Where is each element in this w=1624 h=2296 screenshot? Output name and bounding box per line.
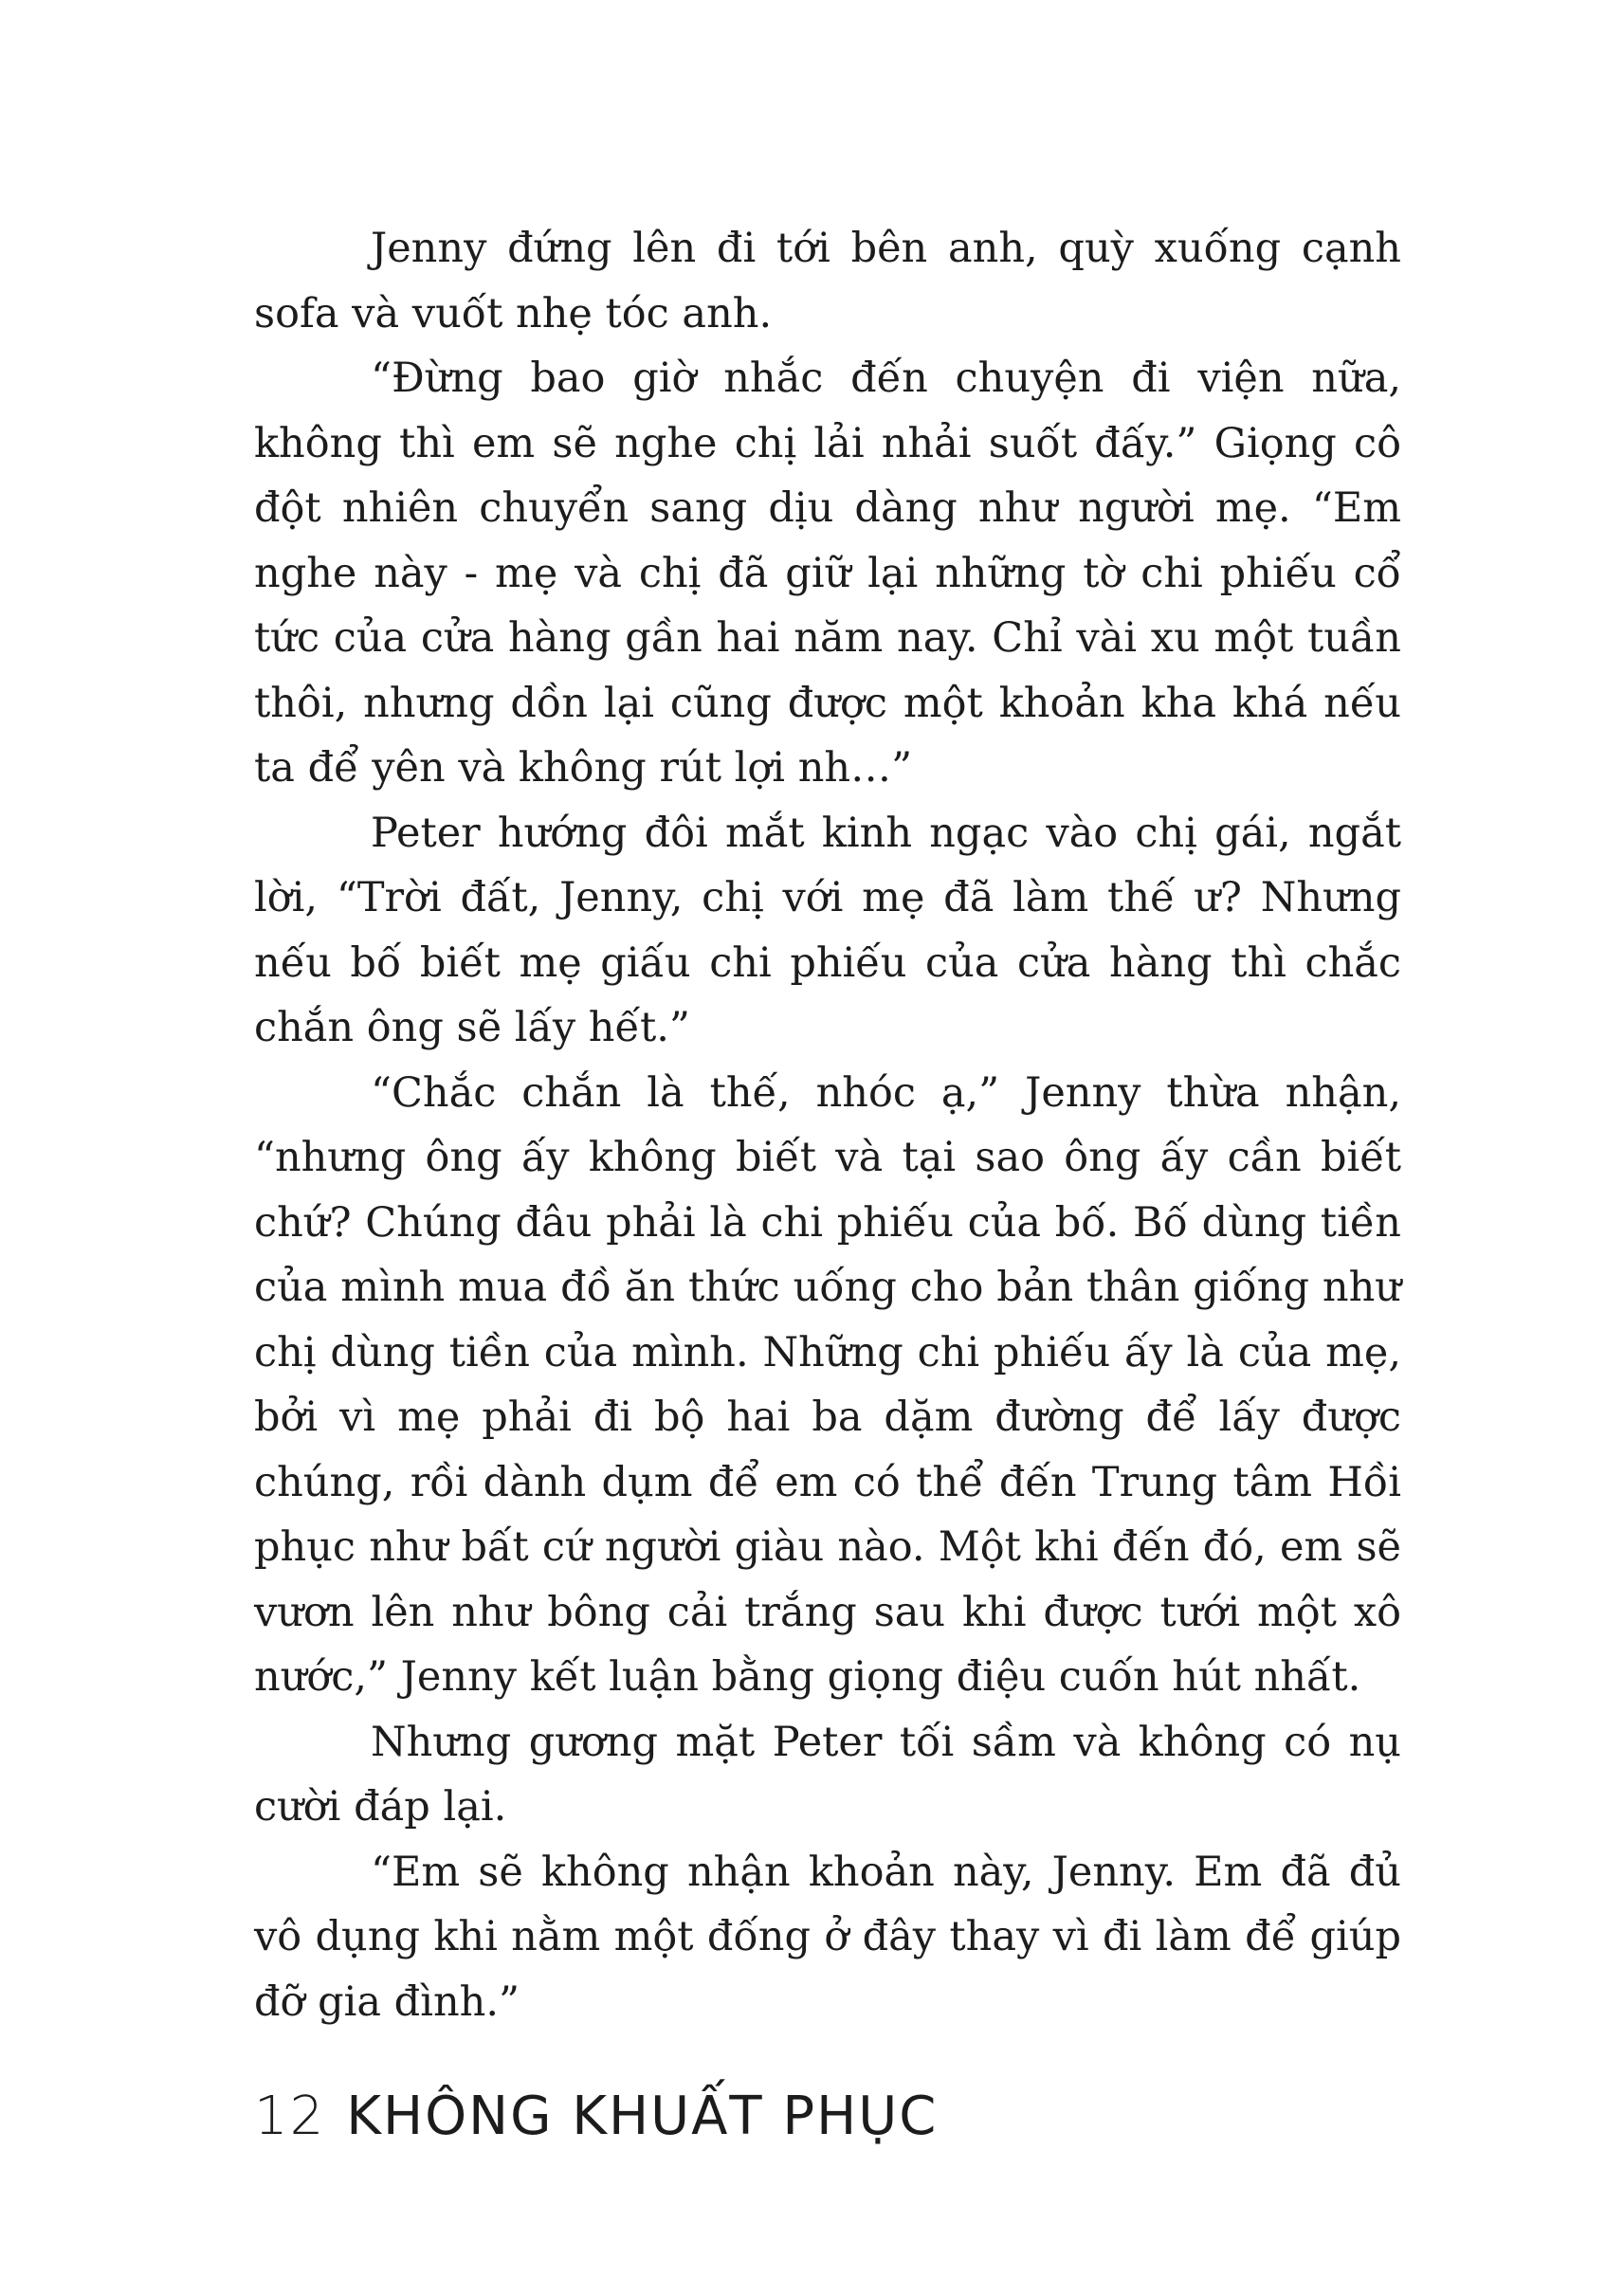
paragraph: Nhưng gương mặt Peter tối sầm và không có nụ cười đáp lại. (254, 1718, 1401, 1831)
page-footer (254, 2086, 938, 2147)
paragraph: Jenny đứng lên đi tới bên anh, quỳ xuống cạnh sofa và vuốt nhẹ tóc anh. (254, 225, 1401, 337)
page-number: 12 (254, 2086, 326, 2147)
paragraph: Peter hướng đôi mắt kinh ngạc vào chị gái, ngắt lời, “Trời đất, Jenny, chị với mẹ đã làm thế ư? Nhưng nếu bố biết mẹ giấu chi phiếu của cửa hàng thì chắc chắn ông sẽ lấy hết.” (254, 809, 1401, 1051)
book-title: KHÔNG KHUẤT PHỤC (346, 2086, 939, 2147)
body-text (254, 216, 1401, 2034)
paragraph: “Đừng bao giờ nhắc đến chuyện đi viện nữa, không thì em sẽ nghe chị lải nhải suốt đấy.” Giọng cô đột nhiên chuyển sang dịu dàng như người mẹ. “Em nghe này - mẹ và chị đã giữ lại những tờ chi phiếu cổ tức của cửa hàng gần hai năm nay. Chỉ vài xu một tuần thôi, nhưng dồn lại cũng được một khoản kha khá nếu ta để yên và không rút lợi nh…” (254, 355, 1401, 792)
paragraph: “Chắc chắn là thế, nhóc ạ,” Jenny thừa nhận, “nhưng ông ấy không biết và tại sao ông ấy cần biết chứ? Chúng đâu phải là chi phiếu của bố. Bố dùng tiền của mình mua đồ ăn thức uống cho bản thân giống như chị dùng tiền của mình. Những chi phiếu ấy là của mẹ, bởi vì mẹ phải đi bộ hai ba dặm đường để lấy được chúng, rồi dành dụm để em có thể đến Trung tâm Hồi phục như bất cứ người giàu nào. Một khi đến đó, em sẽ vươn lên như bông cải trắng sau khi được tưới một xô nước,” Jenny kết luận bằng giọng điệu cuốn hút nhất. (254, 1068, 1401, 1701)
paragraph: “Em sẽ không nhận khoản này, Jenny. Em đã đủ vô dụng khi nằm một đống ở đây thay vì đi làm để giúp đỡ gia đình.” (254, 1848, 1401, 2026)
